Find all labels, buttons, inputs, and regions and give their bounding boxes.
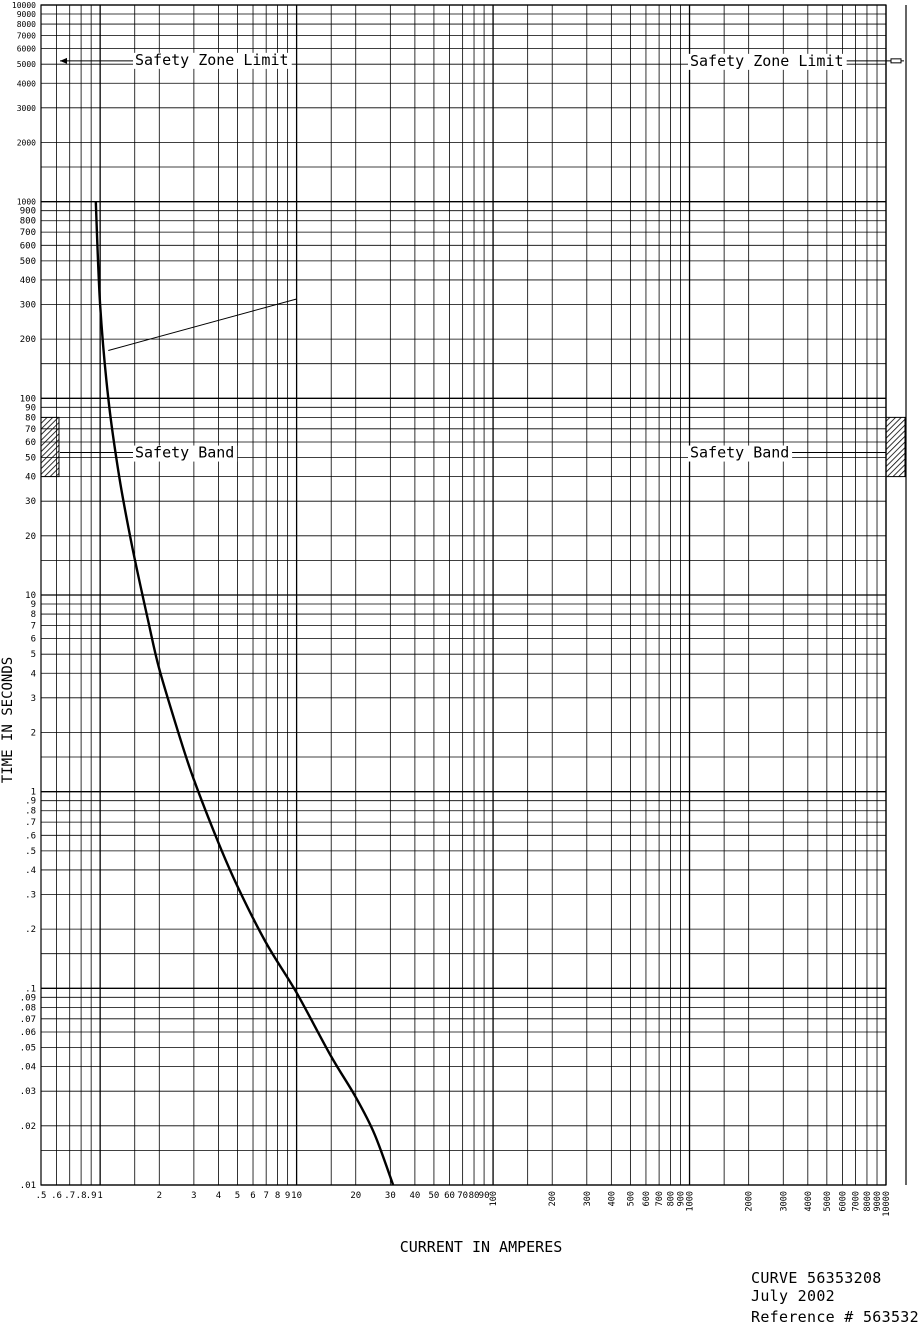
- y-tick-label: 600: [19, 241, 36, 252]
- y-tick-label: .04: [19, 1062, 36, 1073]
- y-tick-label: 4000: [16, 79, 36, 89]
- y-tick-label: 9: [30, 599, 36, 610]
- y-tick-label: .4: [25, 865, 36, 876]
- y-tick-label: .3: [25, 890, 36, 901]
- y-tick-label: 6000: [16, 44, 36, 54]
- x-tick-label: 1000: [685, 1191, 696, 1212]
- x-tick-label: 40: [409, 1191, 421, 1201]
- safety-band-left-label: Safety Band: [135, 443, 235, 462]
- y-tick-label: .7: [25, 818, 36, 829]
- y-tick-label: .07: [19, 1014, 36, 1025]
- safety-zone-limit-right: Safety Zone Limit: [690, 51, 844, 70]
- safety-band-right: [886, 417, 905, 476]
- y-tick-label: .01: [19, 1181, 36, 1191]
- x-tick-label: 300: [582, 1191, 593, 1207]
- x-tick-label: .8: [75, 1191, 87, 1201]
- y-tick-label: 90: [25, 403, 36, 414]
- leader-line: [108, 299, 296, 351]
- y-tick-label: 7: [30, 621, 36, 632]
- x-tick-label: 400: [607, 1191, 618, 1207]
- y-tick-label: .02: [19, 1121, 36, 1132]
- zone-arrow-right: [891, 59, 901, 63]
- y-tick-label: 80: [25, 413, 36, 424]
- y-tick-label: 900: [19, 206, 36, 217]
- y-tick-label: .09: [19, 993, 36, 1004]
- x-tick-label: 5000: [822, 1191, 833, 1212]
- x-tick-label: 2: [156, 1191, 162, 1201]
- y-tick-label: 10: [25, 591, 36, 601]
- x-tick-label: 600: [641, 1191, 652, 1207]
- y-tick-label: 8: [30, 610, 36, 621]
- y-tick-label: .2: [25, 925, 36, 936]
- y-tick-label: .06: [19, 1027, 36, 1038]
- annotations: [60, 51, 904, 462]
- y-tick-label: .08: [19, 1003, 36, 1014]
- x-tick-label: 3: [191, 1191, 197, 1201]
- x-tick-label: 9: [284, 1191, 291, 1201]
- y-tick-label: .6: [25, 831, 36, 842]
- y-tick-label: 5: [30, 650, 36, 661]
- y-tick-label: 3000: [16, 103, 36, 113]
- y-tick-label: 500: [19, 256, 36, 267]
- x-tick-label: 10000: [882, 1191, 892, 1217]
- y-tick-label: 60: [25, 437, 36, 448]
- y-axis-label: TIME IN SECONDS: [0, 656, 16, 784]
- y-tick-label: 30: [25, 497, 36, 508]
- safety-band-left: [41, 417, 59, 476]
- y-tick-label: .5: [25, 846, 36, 857]
- x-tick-label: 4000: [803, 1191, 814, 1212]
- y-tick-label: 8000: [16, 20, 36, 30]
- x-tick-label: 4: [215, 1191, 222, 1201]
- safety-zone-limit-left: Safety Zone Limit: [135, 50, 289, 69]
- x-axis-label: CURRENT IN AMPERES: [399, 1238, 563, 1256]
- safety-band-right-label: Safety Band: [690, 443, 790, 462]
- reference-number: Reference # 563532: [751, 1308, 919, 1326]
- x-tick-label: 20: [350, 1191, 362, 1201]
- x-tick-label: 5: [234, 1191, 241, 1201]
- x-tick-label: 200: [548, 1191, 559, 1207]
- x-tick-label: .6: [51, 1191, 62, 1201]
- y-tick-label: 3: [30, 693, 36, 704]
- x-tick-label: 100: [489, 1191, 500, 1207]
- y-tick-label: 50: [25, 453, 36, 464]
- x-tick-label: 6: [250, 1191, 256, 1201]
- y-tick-label: 7000: [16, 31, 36, 41]
- y-tick-label: 100: [19, 394, 36, 405]
- x-tick-label: 7: [263, 1191, 269, 1201]
- y-tick-label: 1000: [16, 197, 36, 207]
- y-tick-label: 1: [30, 787, 36, 798]
- y-tick-label: 300: [19, 300, 36, 311]
- y-tick-label: 9000: [16, 9, 36, 19]
- x-tick-label: 700: [655, 1191, 666, 1207]
- x-tick-label: .7: [64, 1191, 76, 1201]
- x-tick-label: 70: [457, 1191, 469, 1201]
- y-tick-label: 200: [19, 335, 36, 346]
- y-tick-label: 40: [25, 472, 36, 483]
- x-tick-label: .9: [85, 1191, 97, 1201]
- x-tick-label: 7000: [851, 1191, 862, 1212]
- y-tick-label: 800: [19, 216, 36, 227]
- y-tick-label: 700: [19, 228, 36, 239]
- y-tick-label: .9: [25, 796, 36, 807]
- x-tick-label: 8: [274, 1191, 281, 1201]
- curve-id: CURVE 56353208: [751, 1269, 882, 1287]
- x-tick-label: 8000: [862, 1191, 873, 1212]
- x-tick-label: 10: [291, 1191, 303, 1201]
- x-tick-label: 800: [666, 1191, 677, 1207]
- x-tick-label: .5: [35, 1191, 47, 1201]
- zone-arrow-left: [60, 58, 67, 64]
- y-tick-label: 5000: [16, 60, 36, 70]
- y-tick-label: .05: [19, 1043, 36, 1054]
- x-tick-label: 900: [676, 1191, 687, 1207]
- y-tick-label: .8: [25, 806, 36, 817]
- y-tick-label: 2: [30, 728, 36, 739]
- x-tick-label: 9000: [873, 1191, 884, 1212]
- x-tick-label: 90: [478, 1191, 490, 1201]
- x-tick-label: 1: [97, 1191, 103, 1201]
- x-tick-label: 6000: [838, 1191, 849, 1212]
- y-tick-label: 70: [25, 424, 36, 435]
- y-tick-label: 4: [30, 669, 36, 680]
- y-tick-label: 6: [30, 634, 36, 645]
- curve-date: July 2002: [751, 1287, 835, 1305]
- x-tick-label: 50: [428, 1191, 440, 1201]
- x-tick-label: 30: [384, 1191, 396, 1201]
- y-tick-label: 20: [25, 531, 36, 542]
- x-tick-label: 2000: [744, 1191, 755, 1212]
- y-tick-label: .1: [25, 984, 36, 995]
- y-tick-label: 400: [19, 275, 36, 286]
- x-tick-label: 80: [468, 1191, 480, 1201]
- x-tick-label: 500: [626, 1191, 637, 1207]
- x-tick-label: 60: [444, 1191, 455, 1201]
- y-tick-label: 2000: [16, 138, 36, 148]
- time-current-curve: [96, 202, 393, 1185]
- grid: [41, 5, 906, 1185]
- y-tick-label: 10000: [11, 1, 36, 10]
- y-tick-label: .03: [19, 1087, 36, 1098]
- tick-labels: [12, 1, 892, 1217]
- x-tick-label: 3000: [779, 1191, 790, 1212]
- curve-layer: [96, 202, 393, 1185]
